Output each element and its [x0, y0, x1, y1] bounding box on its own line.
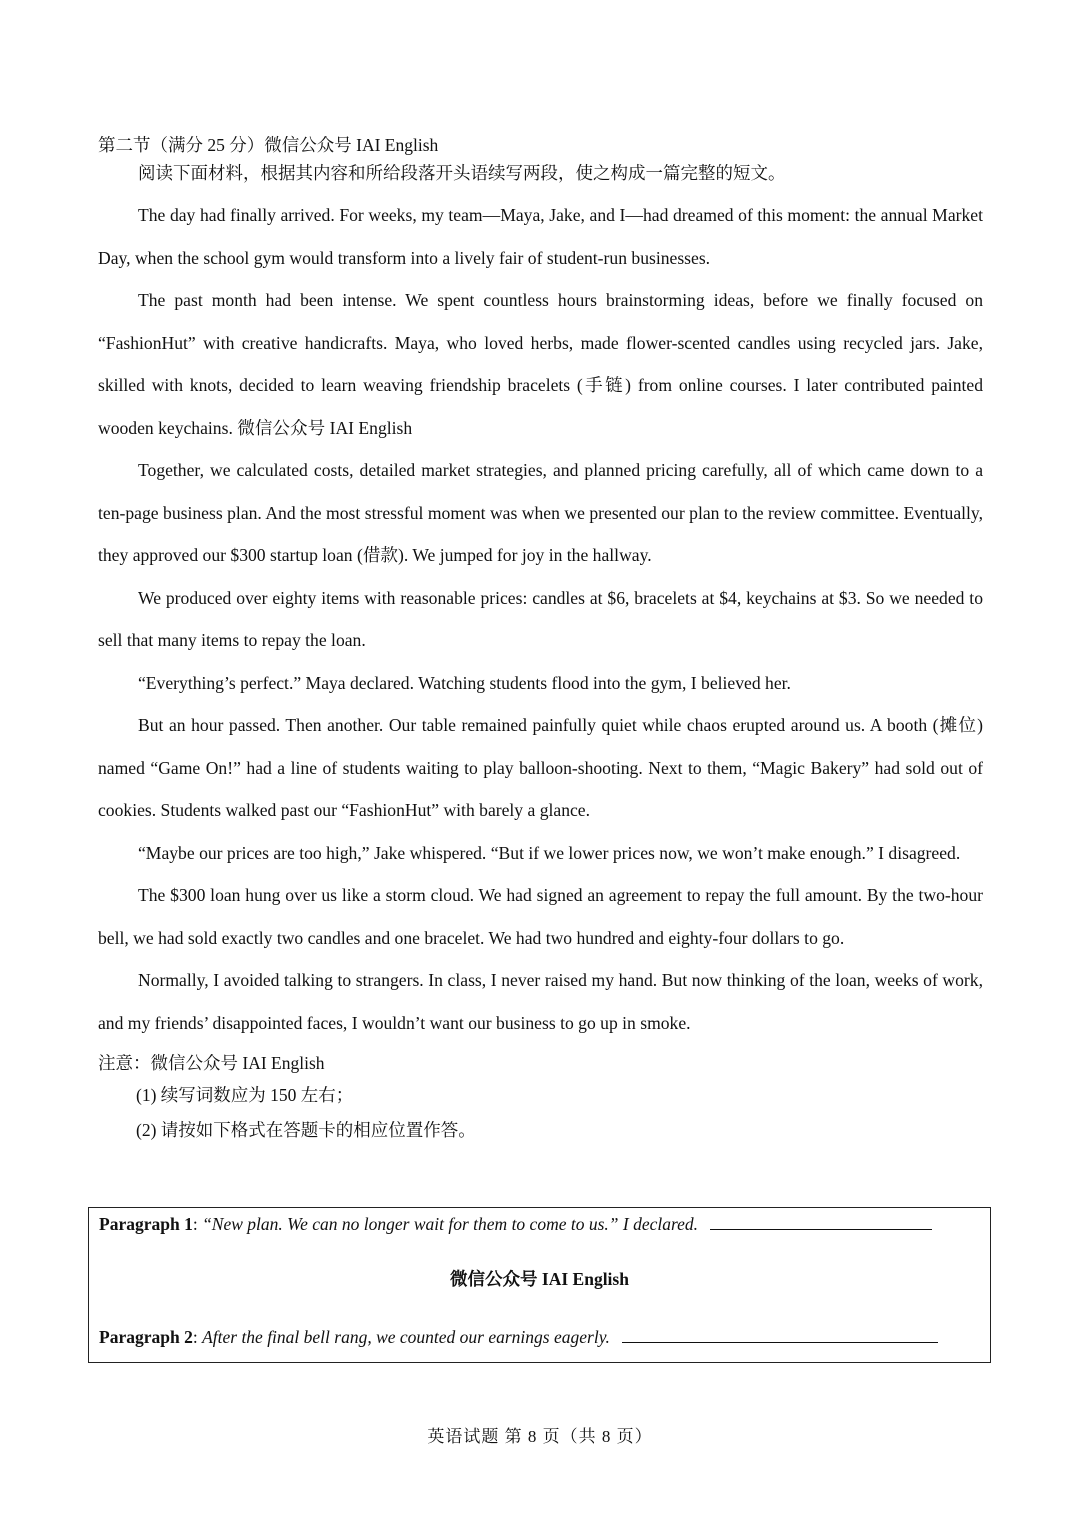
watermark-text: 微信公众号 IAI English — [450, 1269, 629, 1289]
story-paragraph-7: “Maybe our prices are too high,” Jake whispered. “But if we lower prices now, we won’t make enough.” I disagreed. — [138, 842, 961, 863]
notes-title: 注意：微信公众号 IAI English — [98, 1053, 325, 1073]
story-paragraph-2: The past month had been intense. We spent countless hours brainstorming ideas, before we finally focused on “FashionHut” with creative handicrafts. Maya, who loved herbs, made flower-scented candles using recycled jars. Jake, skilled with knots, decided to learn weaving friendship bracelets (手链) from online courses. I later contributed painted wooden keychains. 微信公众号 IAI English — [98, 290, 983, 438]
page-footer: 英语试题 第 8 页（共 8 页） — [427, 1427, 653, 1446]
paragraph-2-prompt: Paragraph 2: After the final bell rang, we counted our earnings eagerly. — [99, 1324, 980, 1349]
notes-item-1: (1) 续写词数应为 150 左右； — [136, 1085, 354, 1105]
story-text — [98, 194, 983, 1044]
section-title: 第二节（满分 25 分）微信公众号 IAI English — [98, 135, 439, 155]
story-paragraph-6: But an hour passed. Then another. Our table remained painfully quiet while chaos erupted around us. A booth (摊位) named “Game On!” had a line of students waiting to play balloon-shooting. Next to them, “Magic Bakery” had sold out of cookies. Students walked past our “FashionHut” with barely a glance. — [98, 715, 983, 820]
paragraph-2-blank-line — [622, 1324, 938, 1343]
instruction-text: 阅读下面材料，根据其内容和所给段落开头语续写两段，使之构成一篇完整的短文。 — [138, 163, 786, 183]
answer-format-box — [88, 1207, 991, 1363]
story-paragraph-8: The $300 loan hung over us like a storm cloud. We had signed an agreement to repay the full amount. By the two-hour bell, we had sold exactly two candles and one bracelet. We had two hundred and eighty-four dollars to go. — [98, 885, 983, 948]
story-paragraph-1: The day had finally arrived. For weeks, my team—Maya, Jake, and I—had dreamed of this moment: the annual Market Day, when the school gym would transform into a lively fair of student-run businesses. — [98, 205, 983, 268]
story-paragraph-4: We produced over eighty items with reasonable prices: candles at $6, bracelets at $4, keychains at $3. So we needed to sell that many items to repay the loan. — [98, 587, 983, 650]
paragraph-1-label: Paragraph 1 — [99, 1214, 193, 1234]
story-paragraph-9: Normally, I avoided talking to strangers. In class, I never raised my hand. But now thinking of the loan, weeks of work, and my friends’ disappointed faces, I wouldn’t want our business to go up in smoke. — [98, 970, 983, 1033]
story-paragraph-3: Together, we calculated costs, detailed market strategies, and planned pricing carefully, all of which came down to a ten-page business plan. And the most stressful moment was when we presented our plan to the review committee. Eventually, they approved our $300 startup loan (借款). We jumped for joy in the hallway. — [98, 460, 983, 565]
paragraph-1-text: “New plan. We can no longer wait for them to come to us.” I declared. — [202, 1214, 699, 1234]
notes-item-2: (2) 请按如下格式在答题卡的相应位置作答。 — [136, 1120, 476, 1140]
paragraph-2-text: After the final bell rang, we counted our earnings eagerly. — [202, 1327, 610, 1347]
paragraph-2-label: Paragraph 2 — [99, 1327, 193, 1347]
paragraph-1-prompt: Paragraph 1: “New plan. We can no longer wait for them to come to us.” I declared. — [99, 1211, 980, 1236]
paragraph-1-blank-line — [710, 1211, 932, 1230]
story-paragraph-5: “Everything’s perfect.” Maya declared. Watching students flood into the gym, I believed her. — [138, 672, 791, 693]
exam-page — [98, 132, 983, 1148]
